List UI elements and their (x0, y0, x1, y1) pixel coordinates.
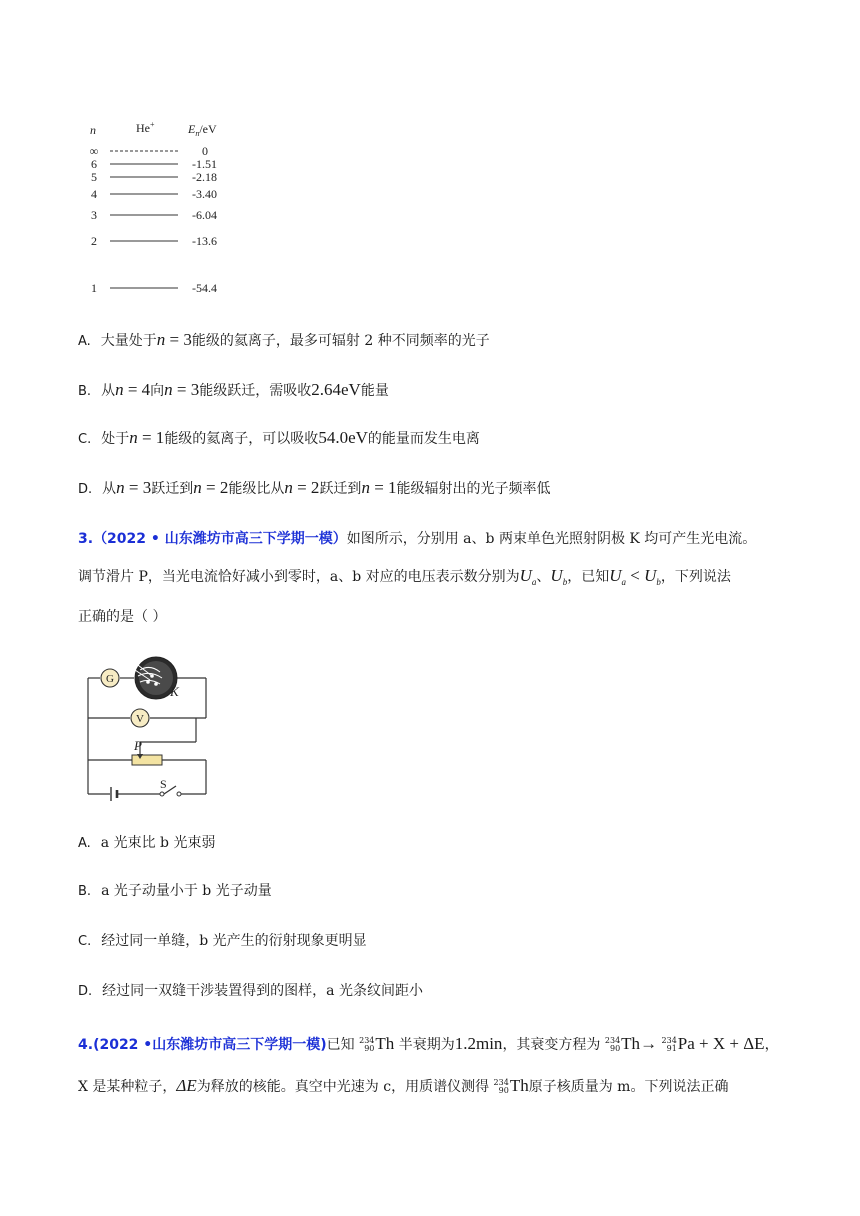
q4-number: 4. (78, 1037, 94, 1053)
svg-text:G: G (106, 673, 114, 685)
level-n-label: 4 (91, 187, 97, 201)
q3-option-a: A. a 光束比 b 光束弱 (78, 835, 216, 851)
energy-level-diagram (80, 118, 260, 303)
q4-source: (2022 •山东潍坊市高三下学期一模) (93, 1037, 327, 1053)
level-n-label: 2 (91, 234, 97, 248)
photoelectric-circuit-diagram (78, 656, 218, 802)
n-column-header: n (90, 123, 96, 137)
q4-stem-line1: 4.(2022 •山东潍坊市高三下学期一模)已知 234 90 Th 半衰期为1.2min，其衰变方程为 234 90 Th→ 234 91 Pa + X + ΔE， (78, 1034, 779, 1053)
th-nuclide: 234 90 Th (359, 1034, 395, 1053)
level-energy-label: -2.18 (192, 170, 217, 184)
pa-nuclide: 234 91 Pa + X + ΔE (661, 1034, 765, 1053)
q3-source: （2022 • 山东潍坊市高三下学期一模） (93, 531, 347, 547)
species-header: He+ (136, 120, 155, 135)
q2-option-b: B. 从n = 4向n = 3能级跃迁，需吸收2.64eV能量 (78, 380, 389, 399)
level-n-label: ∞ (89, 144, 99, 158)
q2-option-d: D. 从n = 3跃迁到n = 2能级比从n = 2跃迁到n = 1能级辐射出的光子频率低 (78, 478, 551, 497)
q3-stem-line2: 调节滑片 P，当光电流恰好减小到零时，a、b 对应的电压表示数分别为$U_a$、$U_b$，已知$U_a < U_b$，下列说法 (78, 566, 731, 587)
level-n-label: 6 (91, 157, 97, 171)
q4-stem-line2: X 是某种粒子，ΔE为释放的核能。真空中光速为 c，用质谱仪测得 234 90 Th原子核质量为 m。下列说法正确 (78, 1076, 729, 1095)
q2-option-c: C. 处于n = 1能级的氦离子，可以吸收54.0eV的能量而发生电离 (78, 428, 480, 447)
svg-text:V: V (136, 713, 144, 725)
q3-number: 3. (78, 531, 94, 547)
level-energy-label: -13.6 (192, 234, 217, 248)
level-n-label: 1 (91, 281, 97, 295)
level-energy-label: -3.40 (192, 187, 217, 201)
q3-option-d: D. 经过同一双缝干涉装置得到的图样，a 光条纹间距小 (78, 983, 423, 999)
switch-label: S (160, 777, 167, 791)
q3-stem-line3: 正确的是（ ） (78, 609, 167, 625)
level-energy-label: 0 (202, 144, 208, 158)
level-energy-label: -6.04 (192, 208, 217, 222)
q2-option-a: A. 大量处于n = 3能级的氦离子，最多可辐射 2 种不同频率的光子 (78, 330, 490, 349)
voltmeter-icon (131, 709, 149, 727)
level-n-label: 5 (91, 170, 97, 184)
q3-stem-line1: 3.（2022 • 山东潍坊市高三下学期一模）如图所示，分别用 a、b 两束单色光照射阴极 K 均可产生光电流。 (78, 531, 757, 547)
energy-column-header: $E_n/eV$ (188, 122, 217, 138)
level-n-label: 3 (91, 208, 97, 222)
q3-option-c: C. 经过同一单缝，b 光产生的衍射现象更明显 (78, 933, 367, 949)
slider-label: P (134, 738, 142, 753)
q3-option-b: B. a 光子动量小于 b 光子动量 (78, 883, 272, 899)
galvanometer-icon (101, 669, 119, 687)
level-energy-label: -54.4 (192, 281, 217, 295)
level-energy-label: -1.51 (192, 157, 217, 171)
cathode-label: K (170, 684, 179, 699)
